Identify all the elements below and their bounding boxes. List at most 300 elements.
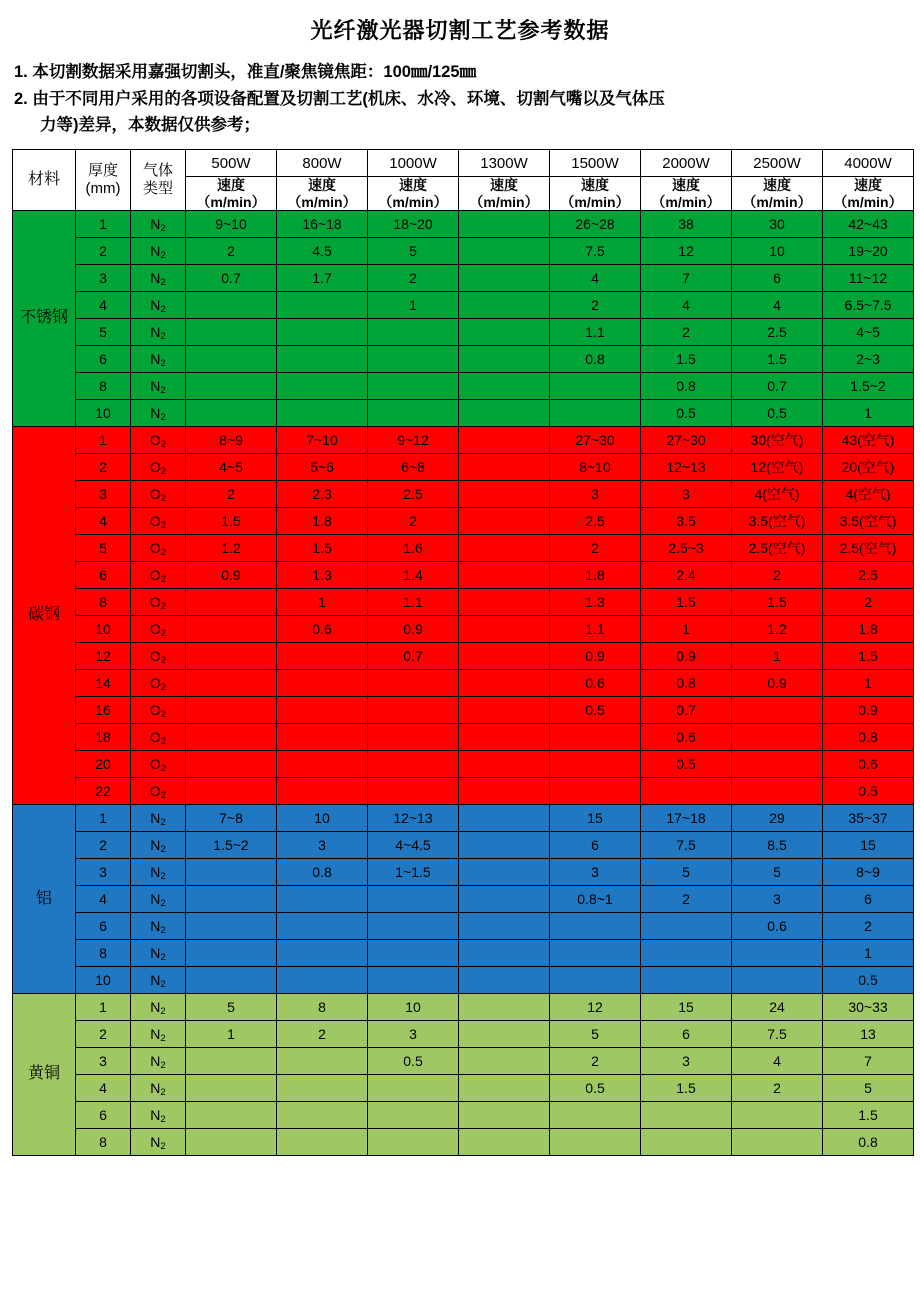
speed-cell-1500w: 1.1 bbox=[550, 319, 641, 346]
speed-cell-1500w: 0.8~1 bbox=[550, 886, 641, 913]
speed-cell-2500w: 7.5 bbox=[732, 1021, 823, 1048]
speed-cell-500w bbox=[186, 319, 277, 346]
speed-cell-800w: 3 bbox=[277, 832, 368, 859]
speed-cell-1000w: 2.5 bbox=[368, 481, 459, 508]
speed-cell-1500w: 0.9 bbox=[550, 643, 641, 670]
speed-cell-500w: 7~8 bbox=[186, 805, 277, 832]
speed-cell-2500w: 5 bbox=[732, 859, 823, 886]
thickness-cell: 5 bbox=[76, 319, 131, 346]
speed-cell-2500w: 2.5 bbox=[732, 319, 823, 346]
speed-cell-1300w bbox=[459, 1102, 550, 1129]
speed-cell-2000w bbox=[641, 940, 732, 967]
table-row bbox=[13, 346, 914, 373]
speed-cell-500w bbox=[186, 751, 277, 778]
speed-cell-4000w: 0.6 bbox=[823, 751, 914, 778]
table-row bbox=[13, 832, 914, 859]
gas-type-cell: $N_2$ bbox=[131, 859, 186, 886]
thickness-cell: 16 bbox=[76, 697, 131, 724]
speed-cell-800w bbox=[277, 319, 368, 346]
speed-unit: （m/min） bbox=[742, 193, 812, 210]
thickness-cell: 6 bbox=[76, 1102, 131, 1129]
speed-cell-1000w bbox=[368, 319, 459, 346]
speed-cell-1500w bbox=[550, 724, 641, 751]
speed-cell-2500w: 4 bbox=[732, 292, 823, 319]
speed-cell-2500w: 12(空气) bbox=[732, 454, 823, 481]
speed-cell-1000w bbox=[368, 778, 459, 805]
header-speed-2000w bbox=[641, 177, 732, 211]
speed-cell-1000w bbox=[368, 373, 459, 400]
speed-cell-1000w: 0.9 bbox=[368, 616, 459, 643]
speed-cell-800w: 1.5 bbox=[277, 535, 368, 562]
gas-type-cell: $O_2$ bbox=[131, 616, 186, 643]
gas-type-cell: $O_2$ bbox=[131, 535, 186, 562]
speed-cell-2500w: 4 bbox=[732, 1048, 823, 1075]
note-line-1: 1. 本切割数据采用嘉强切割头，准直/聚焦镜焦距：100㎜/125㎜ bbox=[14, 63, 477, 81]
thickness-cell: 3 bbox=[76, 859, 131, 886]
thickness-cell: 6 bbox=[76, 913, 131, 940]
speed-cell-500w: 8~9 bbox=[186, 427, 277, 454]
table-row bbox=[13, 589, 914, 616]
speed-unit: （m/min） bbox=[651, 193, 721, 210]
speed-cell-1000w bbox=[368, 886, 459, 913]
speed-cell-4000w: 2.5(空气) bbox=[823, 535, 914, 562]
speed-cell-500w bbox=[186, 1048, 277, 1075]
speed-cell-1500w: 3 bbox=[550, 859, 641, 886]
speed-cell-1500w: 2 bbox=[550, 535, 641, 562]
thickness-cell: 8 bbox=[76, 940, 131, 967]
speed-cell-500w bbox=[186, 1102, 277, 1129]
speed-cell-2500w: 0.9 bbox=[732, 670, 823, 697]
gas-type-cell: $N_2$ bbox=[131, 832, 186, 859]
speed-cell-800w bbox=[277, 643, 368, 670]
table-row bbox=[13, 751, 914, 778]
speed-cell-2000w bbox=[641, 1102, 732, 1129]
thickness-cell: 10 bbox=[76, 400, 131, 427]
speed-cell-1000w: 2 bbox=[368, 265, 459, 292]
gas-type-cell: $O_2$ bbox=[131, 481, 186, 508]
speed-cell-1500w: 8~10 bbox=[550, 454, 641, 481]
speed-cell-800w bbox=[277, 967, 368, 994]
speed-cell-1000w bbox=[368, 1102, 459, 1129]
speed-cell-500w: 1 bbox=[186, 1021, 277, 1048]
speed-cell-2000w: 1.5 bbox=[641, 346, 732, 373]
speed-cell-1500w: 2.5 bbox=[550, 508, 641, 535]
thickness-cell: 8 bbox=[76, 589, 131, 616]
speed-cell-1300w bbox=[459, 346, 550, 373]
speed-cell-1300w bbox=[459, 238, 550, 265]
speed-cell-2000w: 38 bbox=[641, 211, 732, 238]
table-row bbox=[13, 292, 914, 319]
note-line-3: 力等)差异，本数据仅供参考； bbox=[40, 116, 260, 135]
speed-cell-2000w: 2.4 bbox=[641, 562, 732, 589]
speed-cell-4000w: 6.5~7.5 bbox=[823, 292, 914, 319]
speed-cell-800w: 10 bbox=[277, 805, 368, 832]
speed-cell-800w bbox=[277, 1048, 368, 1075]
speed-cell-800w bbox=[277, 913, 368, 940]
table-row bbox=[13, 400, 914, 427]
speed-cell-800w: 16~18 bbox=[277, 211, 368, 238]
header-power-1300w: 1300W bbox=[459, 150, 550, 177]
speed-cell-4000w: 0.5 bbox=[823, 967, 914, 994]
speed-cell-1500w: 0.8 bbox=[550, 346, 641, 373]
speed-label: 速度 bbox=[854, 177, 882, 194]
speed-cell-2500w bbox=[732, 697, 823, 724]
speed-cell-800w bbox=[277, 292, 368, 319]
speed-cell-1500w: 2 bbox=[550, 292, 641, 319]
speed-cell-500w bbox=[186, 643, 277, 670]
speed-cell-1500w bbox=[550, 1102, 641, 1129]
thickness-cell: 6 bbox=[76, 346, 131, 373]
speed-cell-1300w bbox=[459, 913, 550, 940]
table-row bbox=[13, 1102, 914, 1129]
speed-cell-800w bbox=[277, 670, 368, 697]
table-row bbox=[13, 508, 914, 535]
speed-cell-2500w bbox=[732, 751, 823, 778]
speed-cell-500w: 5 bbox=[186, 994, 277, 1021]
speed-cell-1000w: 12~13 bbox=[368, 805, 459, 832]
speed-cell-1300w bbox=[459, 589, 550, 616]
header-speed-2500w bbox=[732, 177, 823, 211]
thickness-cell: 4 bbox=[76, 292, 131, 319]
gas-type-cell: $N_2$ bbox=[131, 967, 186, 994]
speed-cell-4000w: 2~3 bbox=[823, 346, 914, 373]
speed-cell-2500w: 30 bbox=[732, 211, 823, 238]
speed-cell-2000w: 0.6 bbox=[641, 724, 732, 751]
header-speed-1300w bbox=[459, 177, 550, 211]
speed-unit: （m/min） bbox=[560, 193, 630, 210]
speed-cell-500w: 9~10 bbox=[186, 211, 277, 238]
speed-cell-4000w: 2.5 bbox=[823, 562, 914, 589]
speed-cell-1000w: 1.4 bbox=[368, 562, 459, 589]
table-row bbox=[13, 481, 914, 508]
speed-unit: （m/min） bbox=[378, 193, 448, 210]
speed-cell-500w bbox=[186, 886, 277, 913]
speed-cell-4000w: 0.8 bbox=[823, 1129, 914, 1156]
speed-cell-1500w: 4 bbox=[550, 265, 641, 292]
speed-cell-2500w bbox=[732, 724, 823, 751]
speed-cell-2000w: 0.7 bbox=[641, 697, 732, 724]
speed-cell-500w bbox=[186, 967, 277, 994]
speed-cell-4000w: 1.5 bbox=[823, 1102, 914, 1129]
speed-cell-1000w: 9~12 bbox=[368, 427, 459, 454]
speed-cell-1000w bbox=[368, 751, 459, 778]
speed-cell-800w: 0.8 bbox=[277, 859, 368, 886]
speed-cell-500w bbox=[186, 1129, 277, 1156]
speed-cell-1300w bbox=[459, 724, 550, 751]
speed-cell-800w bbox=[277, 886, 368, 913]
speed-cell-500w: 0.7 bbox=[186, 265, 277, 292]
speed-cell-800w bbox=[277, 346, 368, 373]
speed-cell-1000w: 18~20 bbox=[368, 211, 459, 238]
gas-type-cell: $N_2$ bbox=[131, 238, 186, 265]
gas-type-cell: $N_2$ bbox=[131, 913, 186, 940]
speed-cell-1500w: 12 bbox=[550, 994, 641, 1021]
speed-cell-2000w bbox=[641, 967, 732, 994]
speed-cell-4000w: 0.9 bbox=[823, 697, 914, 724]
speed-cell-2000w: 1.5 bbox=[641, 589, 732, 616]
speed-cell-800w: 0.6 bbox=[277, 616, 368, 643]
speed-label: 速度 bbox=[763, 177, 791, 194]
gas-type-cell: $O_2$ bbox=[131, 454, 186, 481]
speed-cell-1000w bbox=[368, 697, 459, 724]
speed-cell-4000w: 2 bbox=[823, 913, 914, 940]
speed-cell-500w bbox=[186, 670, 277, 697]
speed-cell-2000w: 0.5 bbox=[641, 400, 732, 427]
thickness-cell: 8 bbox=[76, 1129, 131, 1156]
table-row bbox=[13, 724, 914, 751]
speed-cell-2000w: 0.8 bbox=[641, 373, 732, 400]
speed-cell-2500w: 24 bbox=[732, 994, 823, 1021]
speed-cell-2500w: 29 bbox=[732, 805, 823, 832]
speed-cell-500w bbox=[186, 292, 277, 319]
gas-type-cell: $N_2$ bbox=[131, 265, 186, 292]
speed-cell-1300w bbox=[459, 832, 550, 859]
table-row bbox=[13, 238, 914, 265]
table-row bbox=[13, 670, 914, 697]
header-material: 材料 bbox=[13, 150, 76, 211]
speed-cell-800w: 7~10 bbox=[277, 427, 368, 454]
thickness-cell: 12 bbox=[76, 643, 131, 670]
gas-type-cell: $N_2$ bbox=[131, 292, 186, 319]
gas-type-cell: $O_2$ bbox=[131, 670, 186, 697]
speed-label: 速度 bbox=[490, 177, 518, 194]
gas-type-cell: $O_2$ bbox=[131, 508, 186, 535]
cutting-parameters-table bbox=[12, 149, 914, 1156]
speed-cell-1300w bbox=[459, 994, 550, 1021]
speed-cell-1000w bbox=[368, 1129, 459, 1156]
speed-cell-800w: 1.7 bbox=[277, 265, 368, 292]
gas-type-cell: $O_2$ bbox=[131, 643, 186, 670]
gas-type-cell: $N_2$ bbox=[131, 1102, 186, 1129]
header-power-4000w: 4000W bbox=[823, 150, 914, 177]
table-row bbox=[13, 427, 914, 454]
speed-cell-800w bbox=[277, 400, 368, 427]
table-row bbox=[13, 535, 914, 562]
speed-cell-500w: 0.9 bbox=[186, 562, 277, 589]
table-row bbox=[13, 886, 914, 913]
table-row bbox=[13, 616, 914, 643]
thickness-cell: 14 bbox=[76, 670, 131, 697]
thickness-cell: 4 bbox=[76, 1075, 131, 1102]
gas-type-cell: $N_2$ bbox=[131, 346, 186, 373]
speed-cell-4000w: 4(空气) bbox=[823, 481, 914, 508]
thickness-cell: 1 bbox=[76, 427, 131, 454]
speed-cell-2000w: 15 bbox=[641, 994, 732, 1021]
speed-cell-1300w bbox=[459, 292, 550, 319]
speed-cell-800w bbox=[277, 940, 368, 967]
speed-cell-1300w bbox=[459, 751, 550, 778]
table-row bbox=[13, 913, 914, 940]
speed-cell-4000w: 1.5 bbox=[823, 643, 914, 670]
speed-cell-1500w: 7.5 bbox=[550, 238, 641, 265]
speed-cell-1000w bbox=[368, 940, 459, 967]
speed-cell-2500w: 1.5 bbox=[732, 346, 823, 373]
gas-type-cell: $N_2$ bbox=[131, 886, 186, 913]
header-speed-1500w bbox=[550, 177, 641, 211]
speed-cell-4000w: 42~43 bbox=[823, 211, 914, 238]
speed-cell-2000w: 6 bbox=[641, 1021, 732, 1048]
speed-cell-1300w bbox=[459, 454, 550, 481]
speed-cell-800w: 2.3 bbox=[277, 481, 368, 508]
speed-cell-4000w: 35~37 bbox=[823, 805, 914, 832]
speed-cell-500w bbox=[186, 913, 277, 940]
table-row bbox=[13, 265, 914, 292]
thickness-cell: 6 bbox=[76, 562, 131, 589]
speed-cell-1000w: 0.5 bbox=[368, 1048, 459, 1075]
thickness-cell: 1 bbox=[76, 211, 131, 238]
table-row bbox=[13, 211, 914, 238]
thickness-cell: 20 bbox=[76, 751, 131, 778]
speed-cell-500w bbox=[186, 346, 277, 373]
thickness-cell: 10 bbox=[76, 967, 131, 994]
speed-cell-1000w: 10 bbox=[368, 994, 459, 1021]
speed-cell-1000w bbox=[368, 670, 459, 697]
speed-cell-4000w: 0.5 bbox=[823, 778, 914, 805]
speed-cell-500w bbox=[186, 778, 277, 805]
speed-cell-1000w bbox=[368, 346, 459, 373]
table-row bbox=[13, 805, 914, 832]
thickness-cell: 5 bbox=[76, 535, 131, 562]
speed-cell-2000w: 2 bbox=[641, 319, 732, 346]
material-name-cell: 黄铜 bbox=[13, 994, 76, 1156]
notes-block bbox=[14, 59, 908, 139]
speed-cell-2000w: 0.8 bbox=[641, 670, 732, 697]
speed-cell-1500w bbox=[550, 400, 641, 427]
speed-cell-1000w: 2 bbox=[368, 508, 459, 535]
speed-cell-1300w bbox=[459, 535, 550, 562]
speed-cell-500w bbox=[186, 400, 277, 427]
speed-cell-2000w: 17~18 bbox=[641, 805, 732, 832]
speed-cell-800w: 5~6 bbox=[277, 454, 368, 481]
speed-cell-2000w: 4 bbox=[641, 292, 732, 319]
speed-cell-4000w: 1.5~2 bbox=[823, 373, 914, 400]
gas-type-cell: $N_2$ bbox=[131, 994, 186, 1021]
speed-cell-2000w: 12~13 bbox=[641, 454, 732, 481]
speed-cell-500w bbox=[186, 859, 277, 886]
speed-cell-800w: 2 bbox=[277, 1021, 368, 1048]
speed-cell-1500w: 0.5 bbox=[550, 697, 641, 724]
speed-cell-4000w: 1 bbox=[823, 940, 914, 967]
speed-label: 速度 bbox=[399, 177, 427, 194]
speed-cell-2000w: 1 bbox=[641, 616, 732, 643]
thickness-cell: 2 bbox=[76, 238, 131, 265]
thickness-cell: 3 bbox=[76, 265, 131, 292]
speed-cell-800w: 1.3 bbox=[277, 562, 368, 589]
speed-cell-1300w bbox=[459, 967, 550, 994]
speed-cell-1500w bbox=[550, 913, 641, 940]
table-row bbox=[13, 1129, 914, 1156]
table-row bbox=[13, 562, 914, 589]
speed-unit: （m/min） bbox=[287, 193, 357, 210]
speed-cell-500w: 4~5 bbox=[186, 454, 277, 481]
speed-label: 速度 bbox=[581, 177, 609, 194]
speed-cell-1300w bbox=[459, 1075, 550, 1102]
speed-cell-1500w: 0.5 bbox=[550, 1075, 641, 1102]
speed-cell-1300w bbox=[459, 319, 550, 346]
thickness-cell: 3 bbox=[76, 481, 131, 508]
speed-cell-2000w: 0.5 bbox=[641, 751, 732, 778]
speed-cell-1500w bbox=[550, 751, 641, 778]
speed-cell-2000w bbox=[641, 913, 732, 940]
speed-cell-2000w: 3 bbox=[641, 1048, 732, 1075]
thickness-cell: 4 bbox=[76, 508, 131, 535]
speed-cell-1300w bbox=[459, 697, 550, 724]
header-gas-line1: 气体 bbox=[142, 162, 173, 180]
speed-cell-1500w: 27~30 bbox=[550, 427, 641, 454]
speed-cell-2000w: 12 bbox=[641, 238, 732, 265]
speed-cell-800w bbox=[277, 1129, 368, 1156]
thickness-cell: 2 bbox=[76, 832, 131, 859]
table-row bbox=[13, 1048, 914, 1075]
speed-cell-500w bbox=[186, 1075, 277, 1102]
speed-cell-2500w bbox=[732, 1102, 823, 1129]
speed-cell-1500w: 1.1 bbox=[550, 616, 641, 643]
speed-cell-2000w bbox=[641, 778, 732, 805]
speed-cell-800w bbox=[277, 751, 368, 778]
speed-cell-500w bbox=[186, 697, 277, 724]
gas-type-cell: $N_2$ bbox=[131, 1129, 186, 1156]
speed-cell-1000w bbox=[368, 967, 459, 994]
speed-cell-1000w: 6~8 bbox=[368, 454, 459, 481]
speed-cell-1000w: 1~1.5 bbox=[368, 859, 459, 886]
speed-cell-1300w bbox=[459, 1048, 550, 1075]
speed-cell-4000w: 30~33 bbox=[823, 994, 914, 1021]
speed-cell-500w: 1.2 bbox=[186, 535, 277, 562]
speed-cell-2500w: 0.7 bbox=[732, 373, 823, 400]
speed-cell-2000w: 7 bbox=[641, 265, 732, 292]
thickness-cell: 1 bbox=[76, 994, 131, 1021]
speed-unit: （m/min） bbox=[469, 193, 539, 210]
speed-cell-4000w: 11~12 bbox=[823, 265, 914, 292]
speed-cell-1500w: 1.3 bbox=[550, 589, 641, 616]
table-row bbox=[13, 778, 914, 805]
speed-cell-4000w: 13 bbox=[823, 1021, 914, 1048]
speed-cell-800w bbox=[277, 697, 368, 724]
speed-cell-1000w bbox=[368, 400, 459, 427]
gas-type-cell: $N_2$ bbox=[131, 373, 186, 400]
table-row bbox=[13, 859, 914, 886]
thickness-cell: 2 bbox=[76, 454, 131, 481]
table-row bbox=[13, 967, 914, 994]
gas-type-cell: $O_2$ bbox=[131, 562, 186, 589]
gas-type-cell: $O_2$ bbox=[131, 589, 186, 616]
speed-cell-1000w bbox=[368, 913, 459, 940]
speed-cell-2500w: 1.2 bbox=[732, 616, 823, 643]
speed-cell-2000w bbox=[641, 1129, 732, 1156]
header-power-2000w: 2000W bbox=[641, 150, 732, 177]
speed-cell-4000w: 20(空气) bbox=[823, 454, 914, 481]
speed-cell-1500w: 26~28 bbox=[550, 211, 641, 238]
table-row bbox=[13, 994, 914, 1021]
thickness-cell: 4 bbox=[76, 886, 131, 913]
thickness-cell: 22 bbox=[76, 778, 131, 805]
material-name-cell: 碳钢 bbox=[13, 427, 76, 805]
speed-cell-1000w: 0.7 bbox=[368, 643, 459, 670]
speed-cell-2500w: 2.5(空气) bbox=[732, 535, 823, 562]
gas-type-cell: $O_2$ bbox=[131, 427, 186, 454]
speed-cell-2500w: 10 bbox=[732, 238, 823, 265]
table-row bbox=[13, 1075, 914, 1102]
speed-cell-1000w: 3 bbox=[368, 1021, 459, 1048]
speed-cell-1500w: 3 bbox=[550, 481, 641, 508]
speed-cell-1500w bbox=[550, 1129, 641, 1156]
header-speed-500w bbox=[186, 177, 277, 211]
speed-cell-4000w: 7 bbox=[823, 1048, 914, 1075]
speed-cell-500w bbox=[186, 724, 277, 751]
speed-cell-800w bbox=[277, 1075, 368, 1102]
table-row bbox=[13, 643, 914, 670]
speed-cell-2000w: 5 bbox=[641, 859, 732, 886]
